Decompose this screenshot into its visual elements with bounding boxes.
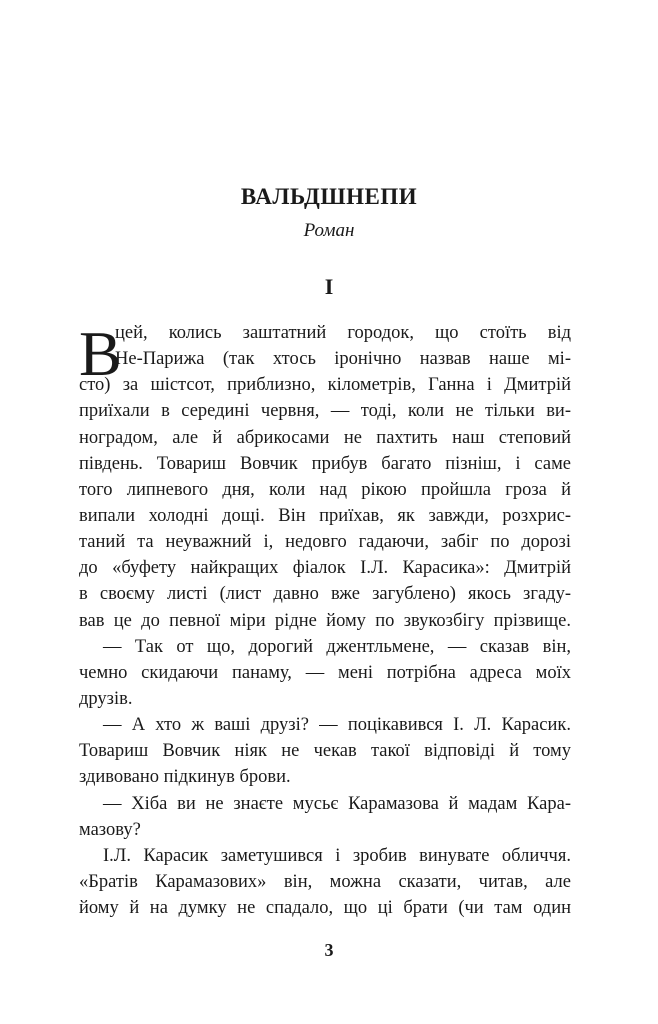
text-line: чемно скидаючи панаму, — мені потрібна адреса моїх (79, 662, 571, 683)
page-number: 3 (324, 940, 334, 960)
text-line: Товариш Вовчик ніяк не чекав такої відповіді й тому (79, 741, 571, 762)
text-line: приїхали в середині червня, — тоді, коли не тільки ви- (79, 401, 571, 422)
page-title: ВАЛЬДШНЕПИ (240, 184, 418, 209)
subtitle: Роман (303, 220, 355, 241)
text-line: таний та неуважний і, недовго гадаючи, забіг по дорозі (79, 532, 571, 553)
text-line: — А хто ж ваші друзі? — поцікавився І. Л. Карасик. (103, 715, 571, 736)
text-line: випали холодні дощі. Він приїхав, як завжди, розхрис- (79, 505, 571, 526)
body-text (79, 320, 571, 921)
text-line: — Так от що, дорогий джентльмене, — сказав він, (103, 636, 571, 657)
text-line: вав це до певної міри рідне йому по звукозбігу прізвище. (79, 610, 571, 631)
text-line: йому й на думку не спадало, що ці брати (чи там один (79, 898, 571, 919)
text-line: сто) за шістсот, приблизно, кілометрів, Ганна і Дмитрій (79, 375, 571, 396)
text-line: «Братів Карамазових» він, можна сказати, читав, але (79, 871, 571, 892)
drop-cap: В (79, 318, 122, 389)
text-line: Не-Парижа (так хтось іронічно назвав наше мі- (115, 349, 571, 370)
text-line: південь. Товариш Вовчик прибув багато пізніш, і саме (79, 453, 571, 474)
text-line: того липневого дня, коли над рікою пройшла гроза й (79, 479, 571, 500)
chapter-number: I (324, 274, 334, 299)
text-line: друзів. (79, 688, 133, 709)
text-line: в своєму листі (лист давно вже загублено) якось згаду- (79, 584, 571, 605)
text-line: мазову? (79, 819, 141, 840)
text-line: — Хіба ви не знаєте мусьє Карамазова й мадам Кара- (103, 793, 571, 814)
text-line: цей, колись заштатний городок, що стоїть від (115, 323, 571, 343)
text-line: до «буфету найкращих фіалок І.Л. Карасика»: Дмитрій (79, 558, 571, 579)
text-line: І.Л. Карасик заметушився і зробив винувате обличчя. (103, 845, 571, 866)
text-line: здивовано підкинув брови. (79, 767, 291, 788)
text-line: ноградом, але й абрикосами не пахтить наш степовий (79, 427, 571, 448)
